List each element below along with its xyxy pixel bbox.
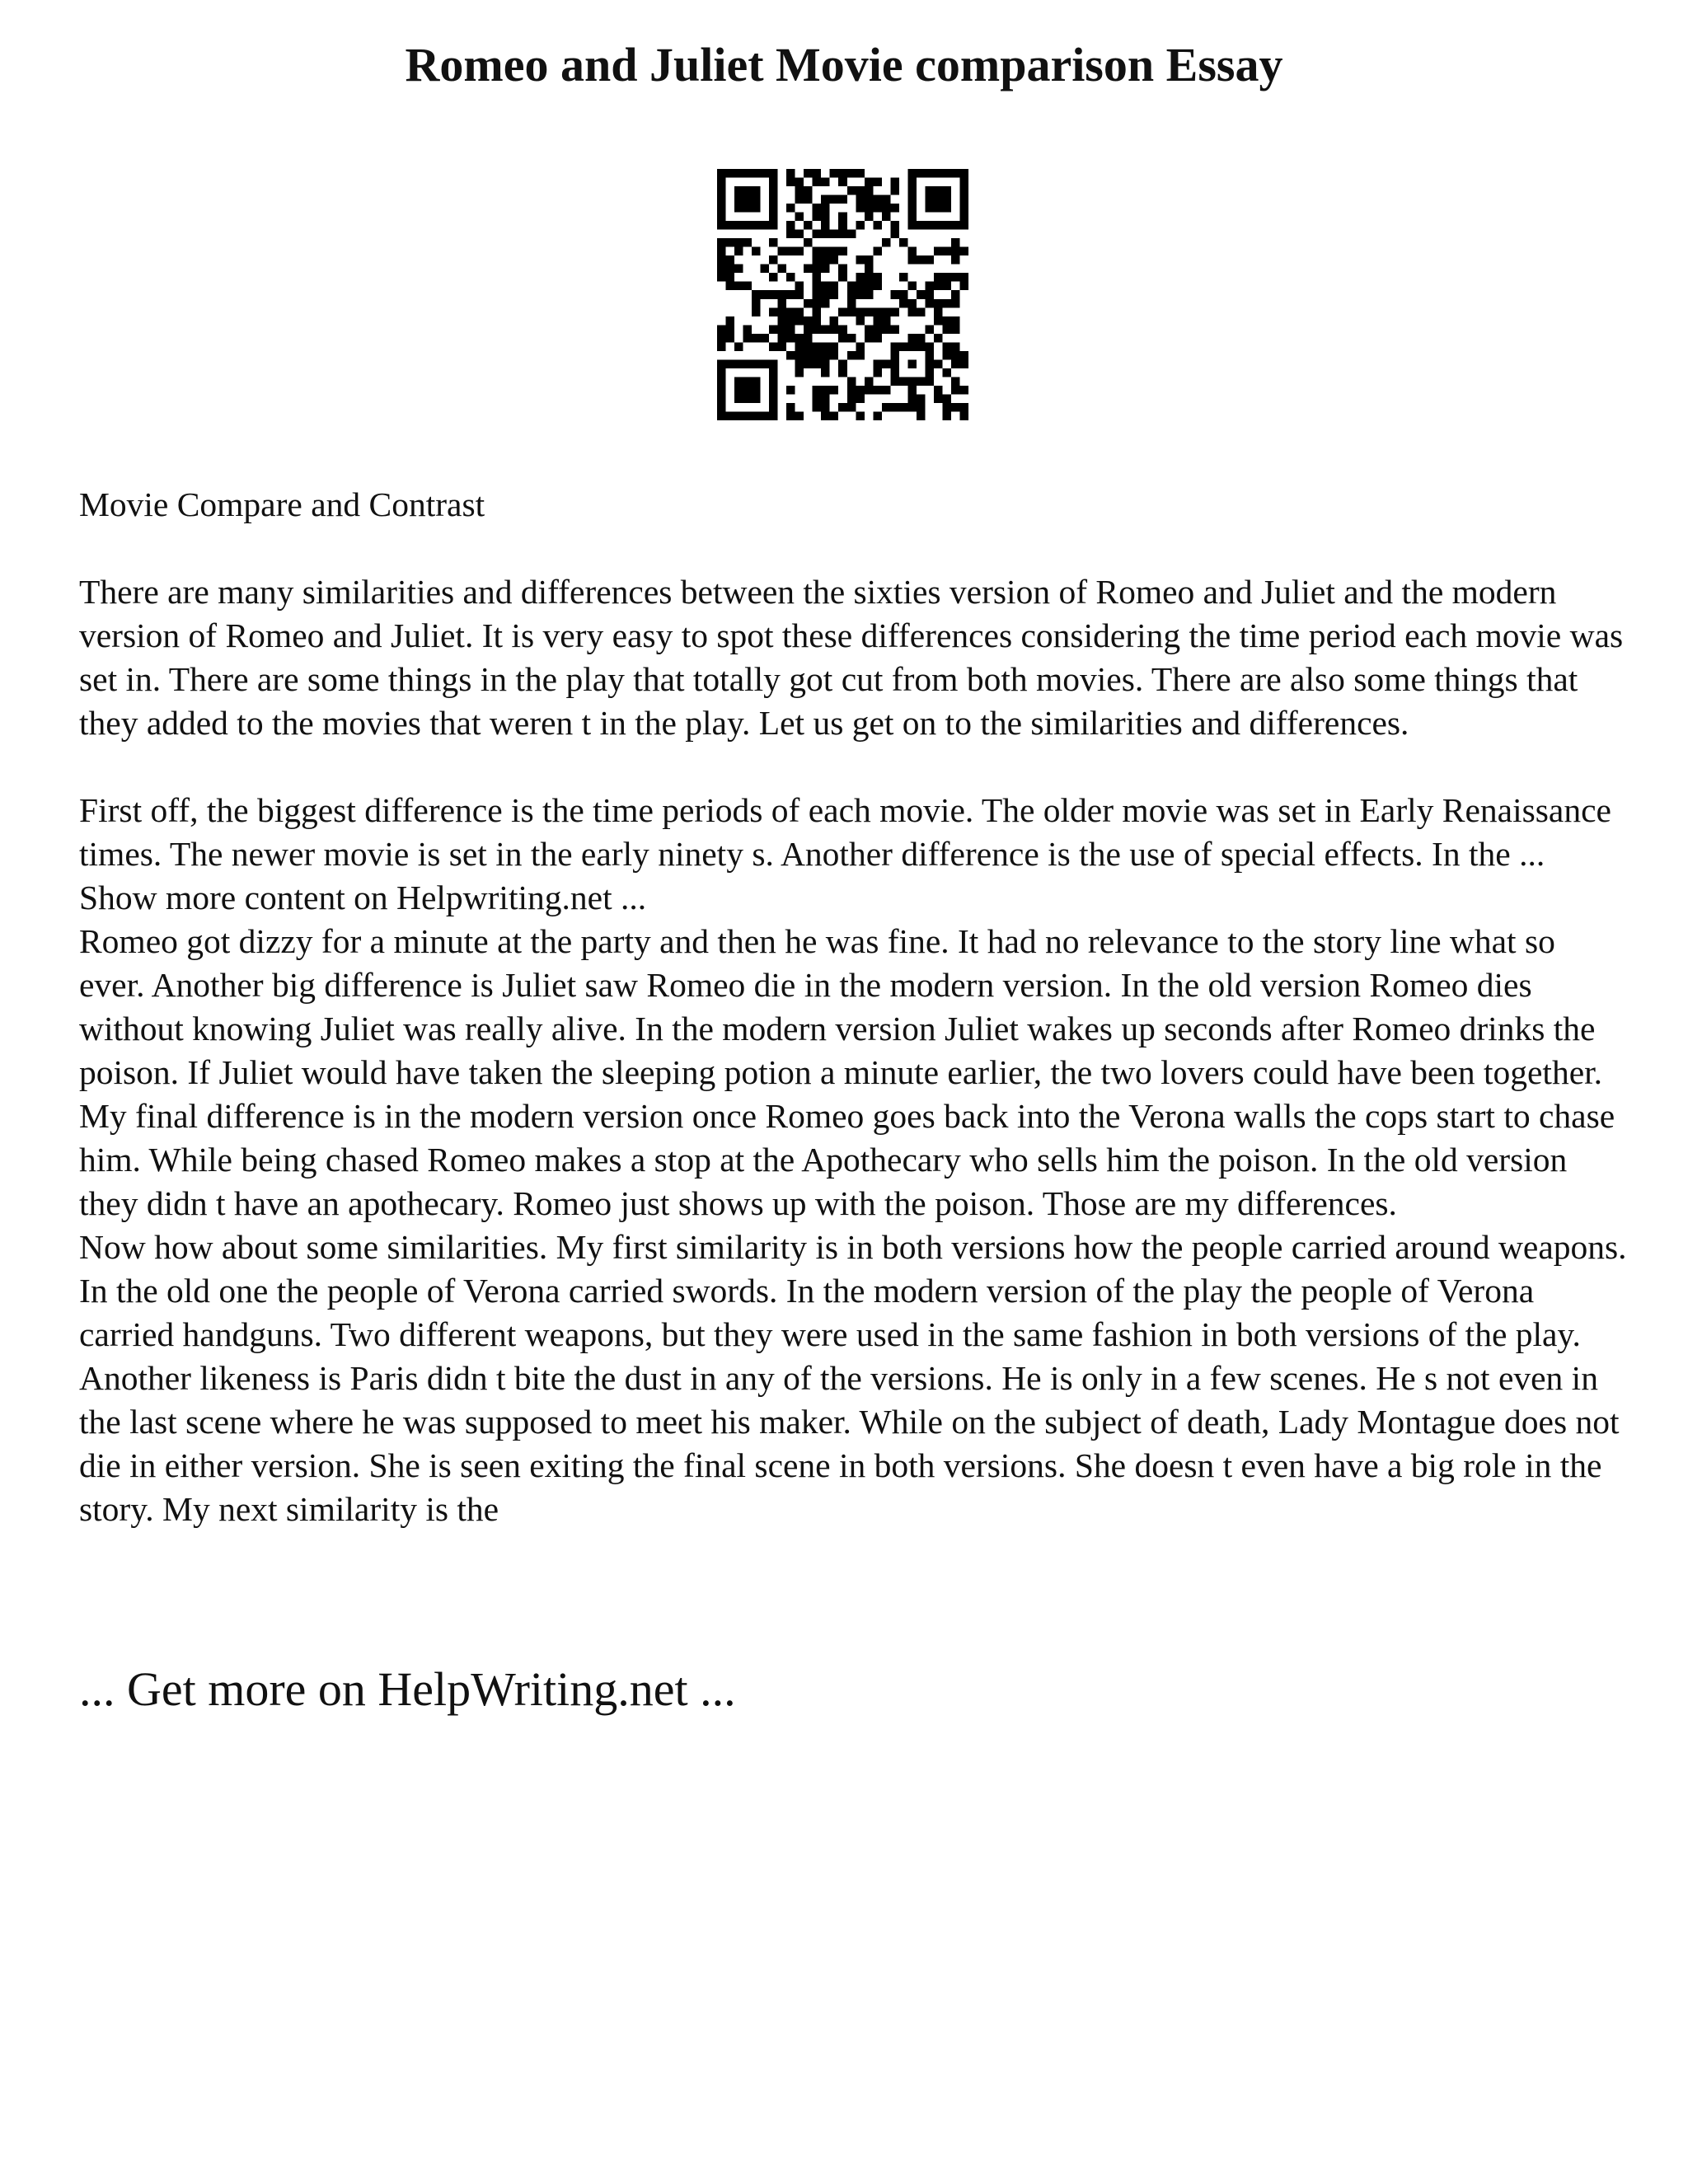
paragraph-differences: Romeo got dizzy for a minute at the party and then he was fine. It had no relevance to the story line what so ever. Another big difference is Juliet saw Romeo die in the modern version. In the old version Romeo dies without knowing Juliet was really alive. In the modern version Juliet wakes up seconds after Romeo drinks the poison. If Juliet would have taken the sleeping potion a minute earlier, the two lovers could have been together. My final difference is in the modern version once Romeo goes back into the Verona walls the cops start to chase him. While being chased Romeo makes a stop at the Apothecary who sells him the poison. In the old version they didn t have an apothecary. Romeo just shows up with the poison. Those are my differences. — [79, 922, 1615, 1222]
paragraph-similarities: Now how about some similarities. My first similarity is in both versions how the people carried around weapons. In the old one the people of Verona carried swords. In the modern version of the play the people of Verona carried handguns. Two different weapons, but they were used in the same fashion in both versions of the play. Another likeness is Paris didn t bite the dust in any of the versions. He is only in a few scenes. He s not even in the last scene where he was supposed to meet his maker. While on the subject of death, Lady Montague does not die in either version. She is seen exiting the final scene in both versions. She doesn t even have a big role in the story. My next similarity is the — [79, 1228, 1627, 1528]
paragraph-intro: There are many similarities and differences between the sixties version of Romeo and Juliet and the modern version of Romeo and Juliet. It is very easy to spot these differences considering the time period each movie was set in. There are some things in the play that totally got cut from both movies. There are also some things that they added to the movies that weren t in the play. Let us get on to the similarities and differences. — [79, 573, 1624, 742]
paragraph-first-difference: First off, the biggest difference is the time periods of each movie. The older movie was set in Early Renaissance times. The newer movie is set in the early ninety s. Another difference is the use of special effects. In the ... Show more content on Helpwriting.net ... — [79, 791, 1611, 916]
page-title: Romeo and Juliet Movie comparison Essay — [405, 38, 1283, 91]
get-more-link[interactable]: ... Get more on HelpWriting.net ... — [79, 1662, 736, 1716]
essay-body — [79, 483, 1629, 1531]
essay-heading: Movie Compare and Contrast — [79, 485, 485, 523]
qr-code[interactable] — [717, 169, 968, 420]
